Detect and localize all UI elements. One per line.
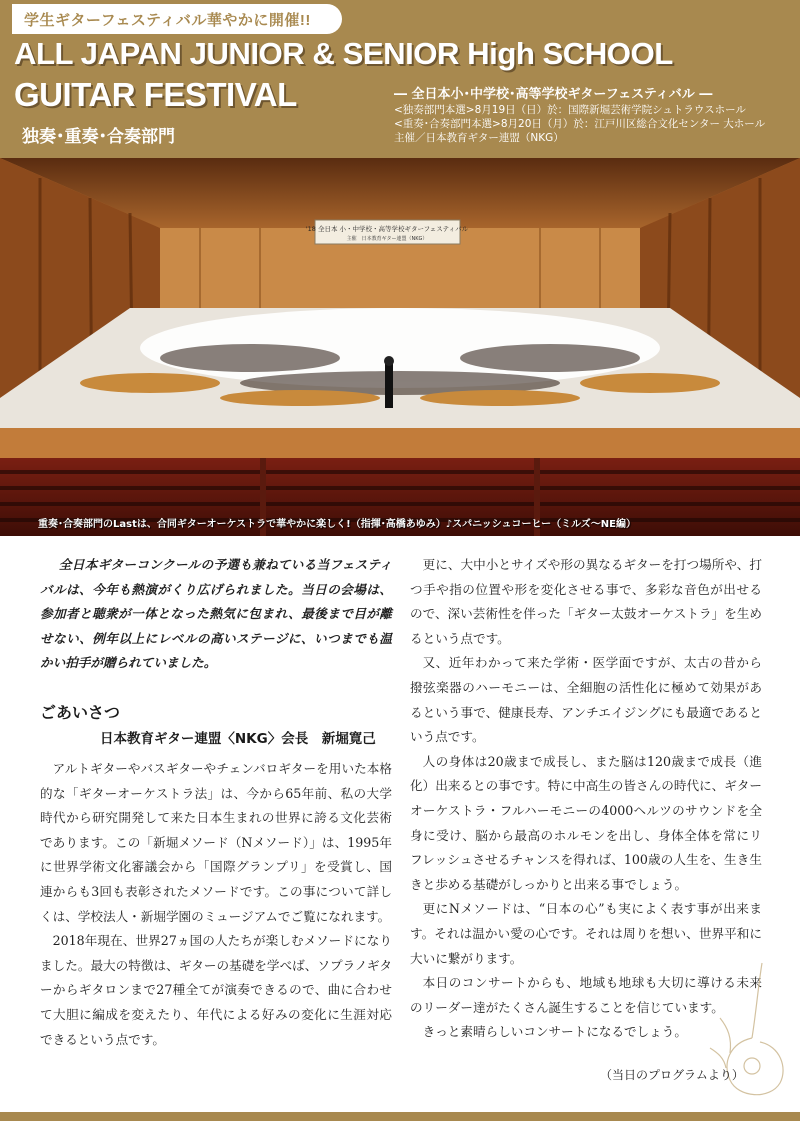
body-paragraph: 更にNメソードは、“日本の心”も実によく表す事が出来ます。それは温かい愛の心です。それは周りを想い、世界平和に大いに繋がります。 <box>410 901 762 966</box>
headline-tag-text: 学生ギターフェスティバル華やかに開催!! <box>24 12 311 29</box>
body-paragraph: きっと素晴らしいコンサートになるでしょう。 <box>422 1024 687 1040</box>
event-info <box>394 88 794 145</box>
info-line: <独奏部門本選>8月19日（日）於：国際新堀芸術学院シュトラウスホール <box>394 104 746 116</box>
greeting-author: 日本教育ギター連盟〈NKG〉会長 新堀寛己 <box>100 731 376 747</box>
guitar-illustration <box>700 958 790 1108</box>
body-paragraph: 人の身体は20歳まで成長し、また脳は120歳まで成長（進化）出来るとの事です。特に中高生の皆さんの時代に、ギターオーケストラ・フルハーモニーの4000ヘルツのサウンドを全身に受け、脳から最高のホルモンを出し、身体全体を常にリフレッシュさせるチャンスを得れば、100歳の人生を、生き生きと歩める基礎がしっかりと出来る事でしょう。 <box>410 753 762 892</box>
stage-banner-subtext: 主催 日本教育ギター連盟（NKG） <box>346 236 428 242</box>
festival-title-line1: ALL JAPAN JUNIOR & SENIOR High SCHOOL <box>14 36 673 71</box>
body-paragraph: 更に、大中小とサイズや形の異なるギターを打つ場所や、打つ手や指の位置や形を変化させる事で、多彩な音色が出せるので、深い芸術性を伴った「ギター太鼓オーケストラ」を生めるという点です。 <box>410 557 762 646</box>
festival-name: ― 全日本小･中学校･高等学校ギターフェスティバル ― <box>394 87 713 102</box>
greeting-heading: ごあいさつ <box>40 703 121 722</box>
source-credit: （当日のプログラムより） <box>600 1068 744 1082</box>
greeting-left-column <box>40 757 392 1052</box>
stage-banner-text: '18 全日本 小・中学校・高等学校ギターフェスティバル <box>305 225 469 233</box>
body-paragraph: 又、近年わかって来た学術・医学面ですが、太古の昔から撥弦楽器のハーモニーは、全細胞の活性化に極めて効果があるという事で、健康長寿、アンチエイジングにも最適であるという点です。 <box>410 655 762 745</box>
category-label: 独奏･重奏･合奏部門 <box>22 127 175 147</box>
footer-bar <box>0 1112 800 1121</box>
body-paragraph: 2018年現在、世界27ヵ国の人たちが楽しむメソードになりました。最大の特徴は、ギターの基礎を学べば、ソプラノギターからギタロンまで27種全てが演奏できるので、曲に合わせて大胆に編成を変えたり、年代による好みの変化に生涯対応できるという点です。 <box>40 933 392 1047</box>
photo-caption: 重奏･合奏部門のLastは、合同ギターオーケストラで華やかに楽しく!（指揮･高橋あゆみ）♪スパニッシュコーヒー（ミルズ〜NE編） <box>38 519 636 530</box>
lead-paragraph-block <box>40 553 392 676</box>
info-line: <重奏･合奏部門本選>8月20日（月）於：江戸川区総合文化センター 大ホール <box>394 118 766 130</box>
body-paragraph: アルトギターやバスギターやチェンバロギターを用いた本格的な「ギターオーケストラ法」は、今から65年前、私の大学時代から研究開発して来た日本生まれの世界に誇る文化芸術であります。この「新堀メソード（Nメソード）」は、1995年に世界学術文化審議会から「国際グランプリ」を受賞し、国連からも3回も表彰されたメソードです。この事について詳しくは、学校法人・新堀学園のミュージアムでご覧になれます。 <box>40 761 392 924</box>
concert-hall-illustration <box>0 158 800 536</box>
lead-paragraph: 全日本ギターコンクールの予選も兼ねている当フェスティバルは、今年も熱演がくり広げられました。当日の会場は、参加者と聴衆が一体となった熱気に包まれ、最後まで目が離せない、例年以上にレベルの高いステージに、いつまでも温かい拍手が贈られていました。 <box>40 557 392 671</box>
festival-title-line2: GUITAR FESTIVAL <box>14 76 297 113</box>
concert-photo <box>0 158 800 536</box>
header-band <box>0 0 800 158</box>
headline-tag <box>12 4 342 34</box>
body-paragraph: 本日のコンサートからも、地域も地球も大切に導ける未来のリーダー達がたくさん誕生することを信じています。 <box>410 975 763 1015</box>
info-line: 主催／日本教育ギター連盟（NKG） <box>394 132 564 144</box>
